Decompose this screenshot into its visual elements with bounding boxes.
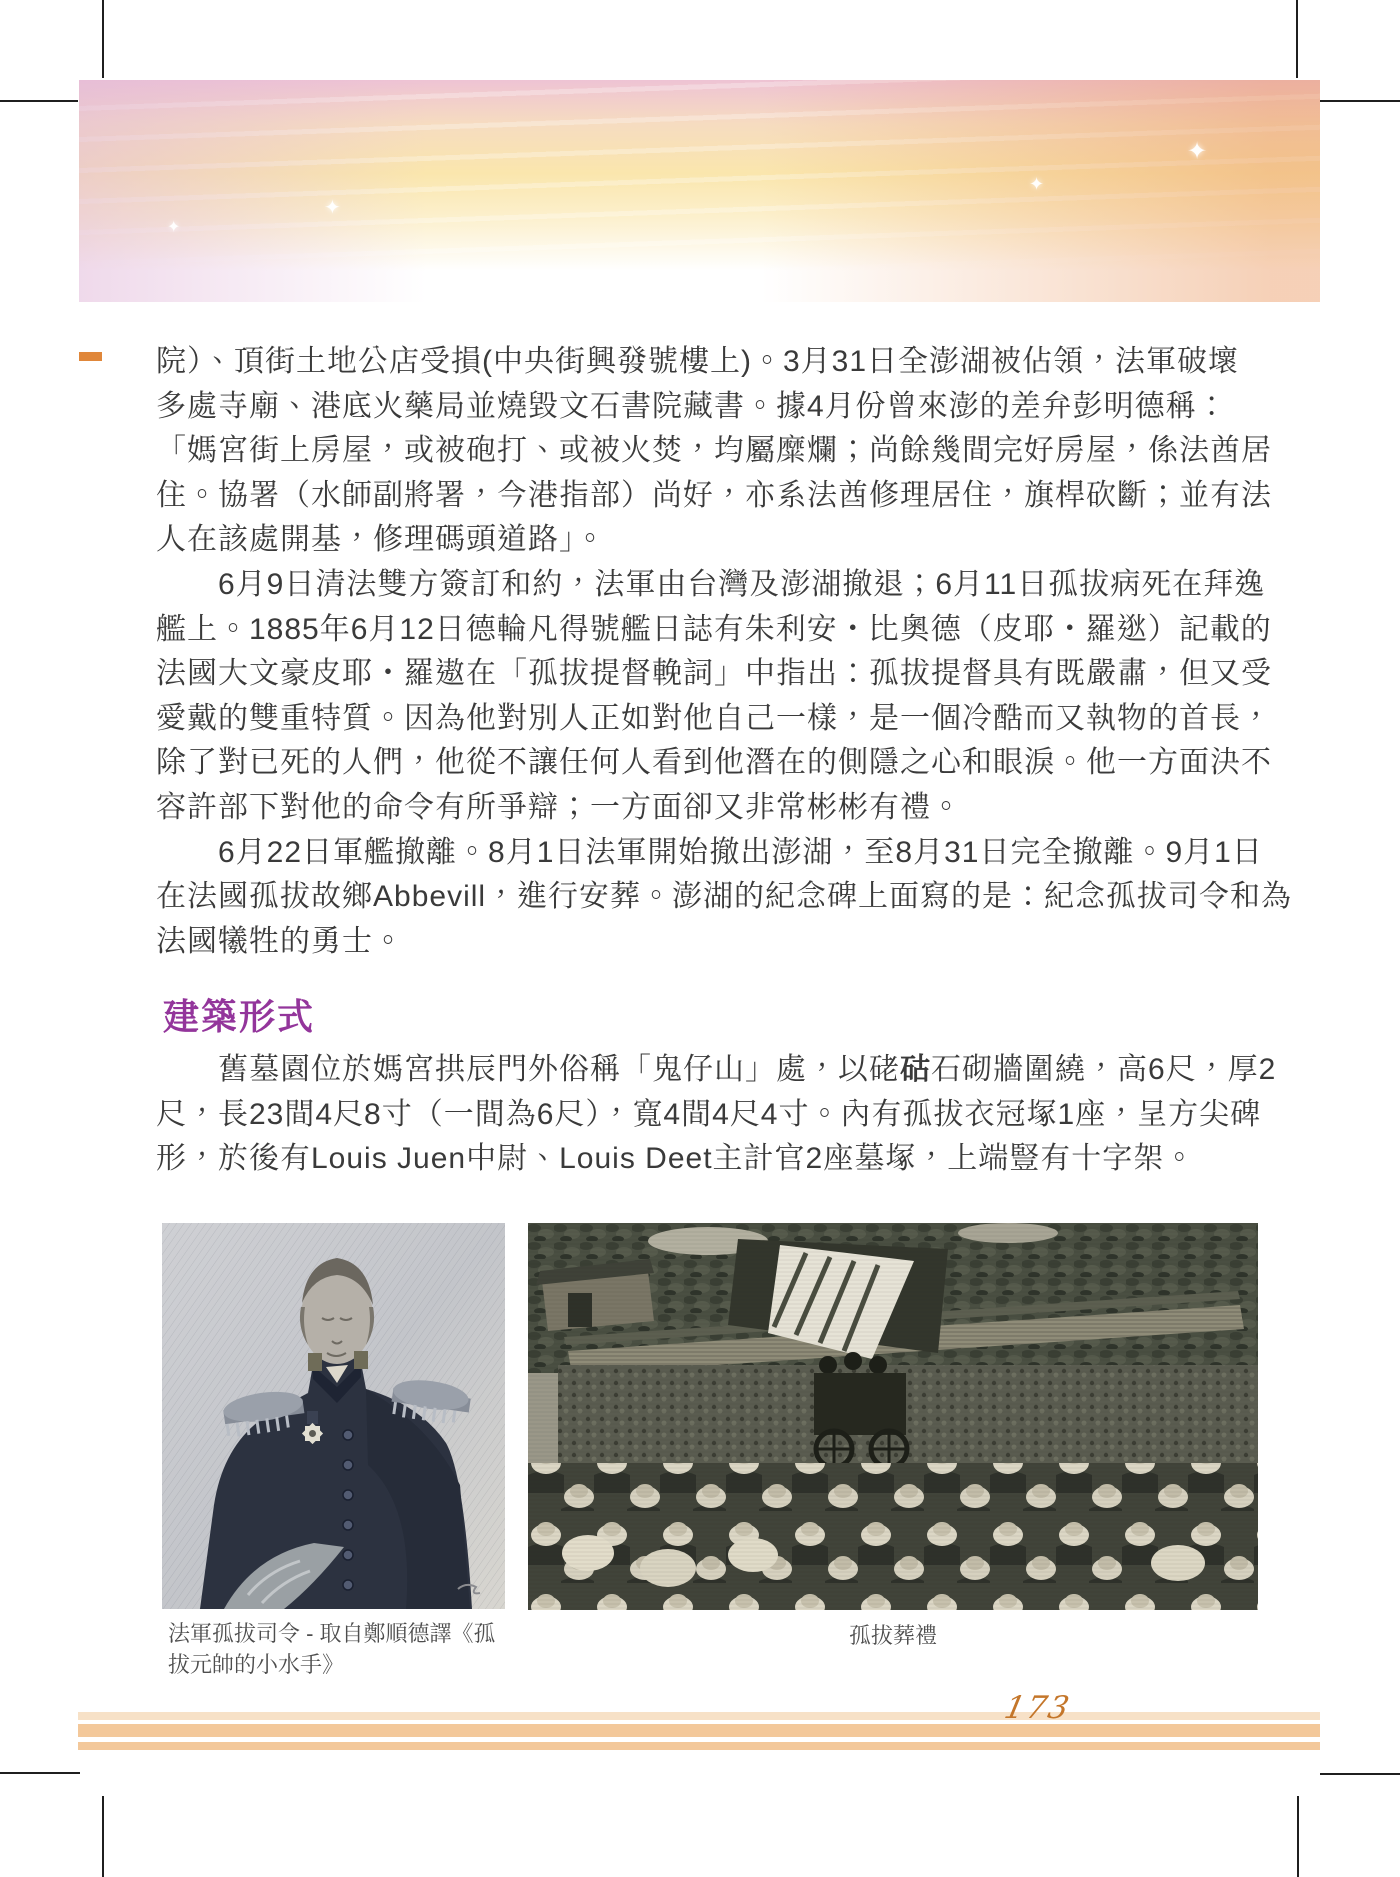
text-line: 形，於後有Louis Juen中尉、Louis Deet主計官2座墓塚，上端豎有十字架。 — [156, 1142, 1196, 1176]
body-paragraph-1 — [156, 340, 1272, 563]
funeral-engraving — [528, 1223, 1258, 1610]
portrait-collar-braid — [354, 1351, 368, 1369]
sparkle-icon: ✦ — [167, 219, 181, 236]
crop-mark-top-left-vertical — [102, 0, 104, 78]
crop-mark-top-right-horizontal — [1320, 100, 1400, 102]
text-line: 在法國孤拔故鄉Abbevill，進行安葬。澎湖的紀念碑上面寫的是：紀念孤拔司令和為 — [156, 880, 1293, 914]
section-heading: 建築形式 — [163, 996, 316, 1037]
caption-portrait — [168, 1618, 568, 1680]
text-line: 法國犧牲的勇士。 — [156, 924, 404, 958]
text-line: 6月22日軍艦撤離。8月1日法軍開始撤出澎湖，至8月31日完全撤離。9月1日 — [156, 835, 1263, 869]
caption-funeral: 孤拔葬禮 — [848, 1623, 937, 1648]
page-number: 173 — [1001, 1690, 1074, 1726]
crop-mark-bottom-right-horizontal — [1320, 1773, 1400, 1775]
body-paragraph-4 — [156, 1048, 1277, 1182]
crop-mark-bottom-left-vertical — [102, 1796, 104, 1877]
footer-stripe — [78, 1712, 1320, 1720]
body-text-block — [156, 340, 1293, 964]
text-line: 院）、頂街土地公店受損(中央街興發號樓上)。3月31日全澎湖被佔領，法軍破壞 — [156, 345, 1240, 378]
paragraph-4-bold-char: 𥑮 — [900, 1053, 931, 1086]
funeral-engraving-texture — [528, 1223, 1258, 1610]
body-paragraph-3 — [156, 831, 1293, 965]
sparkle-icon: ✦ — [1187, 138, 1208, 165]
body-paragraph-2 — [156, 563, 1272, 831]
sparkle-icon: ✦ — [1029, 174, 1045, 194]
portrait-engraving — [162, 1223, 505, 1609]
header-sky-image — [79, 80, 1320, 302]
sparkle-icon: ✦ — [324, 197, 341, 219]
paragraph-4-pre: 舊墓園位於媽宮拱辰門外俗稱「鬼仔山」處，以硓 — [156, 1053, 900, 1086]
figure-funeral-engraving — [528, 1223, 1258, 1610]
text-line: 住。協署（水師副將署，今港指部）尚好，亦系法酋修理居住，旗桿砍斷；並有法 — [156, 478, 1272, 512]
text-line: 尺，長23間4尺8寸（一間為6尺），寬4間4尺4寸。內有孤拔衣冠塚1座，呈方尖碑 — [156, 1097, 1262, 1131]
text-line: 法軍孤拔司令 - 取自鄭順德譯《孤 — [168, 1621, 496, 1646]
crop-mark-bottom-left-horizontal — [0, 1772, 80, 1774]
crop-mark-top-right-vertical — [1296, 0, 1298, 78]
text-line: 人在該處開基，修理碼頭道路」。 — [156, 523, 606, 557]
crop-mark-top-left-horizontal — [0, 100, 78, 102]
text-line: 拔元帥的小水手》 — [168, 1652, 345, 1677]
text-line — [156, 1048, 1277, 1093]
crop-mark-bottom-right-vertical — [1297, 1796, 1299, 1877]
portrait-medal-ribbon — [307, 1411, 318, 1424]
portrait-medal-star — [302, 1423, 323, 1444]
portrait-collar-braid — [308, 1353, 322, 1371]
text-line: 艦上。1885年6月12日德輪凡得號艦日誌有朱利安・比奧德（皮耶・羅逖）記載的 — [156, 612, 1272, 646]
margin-dash — [79, 352, 102, 361]
paragraph-4-post: 石砌牆圍繞，高6尺，厚2 — [931, 1053, 1277, 1086]
text-line: 法國大文豪皮耶・羅遨在「孤拔提督輓詞」中指出：孤拔提督具有既嚴肅，但又受 — [156, 657, 1272, 691]
text-line: 「媽宮街上房屋，或被砲打、或被火焚，均屬糜爛；尚餘幾間完好房屋，係法酋居 — [156, 434, 1272, 468]
text-line: 多處寺廟、港底火藥局並燒毀文石書院藏書。據4月份曾來澎的差弁彭明德稱： — [156, 389, 1228, 423]
text-line: 容許部下對他的命令有所爭辯；一方面卻又非常彬彬有禮。 — [156, 790, 962, 824]
footer-stripe — [78, 1724, 1320, 1737]
text-line: 愛戴的雙重特質。因為他對別人正如對他自己一樣，是一個冷酷而又執物的首長， — [156, 701, 1272, 735]
paragraph-4-rest — [156, 1093, 1262, 1182]
text-line: 6月9日清法雙方簽訂和約，法軍由台灣及澎湖撤退；6月11日孤拔病死在拜逸 — [156, 567, 1266, 601]
text-line: 除了對已死的人們，他從不讓任何人看到他潛在的側隱之心和眼淚。他一方面決不 — [156, 746, 1272, 780]
footer-stripe — [78, 1742, 1320, 1750]
figure-courbet-portrait — [162, 1223, 505, 1609]
